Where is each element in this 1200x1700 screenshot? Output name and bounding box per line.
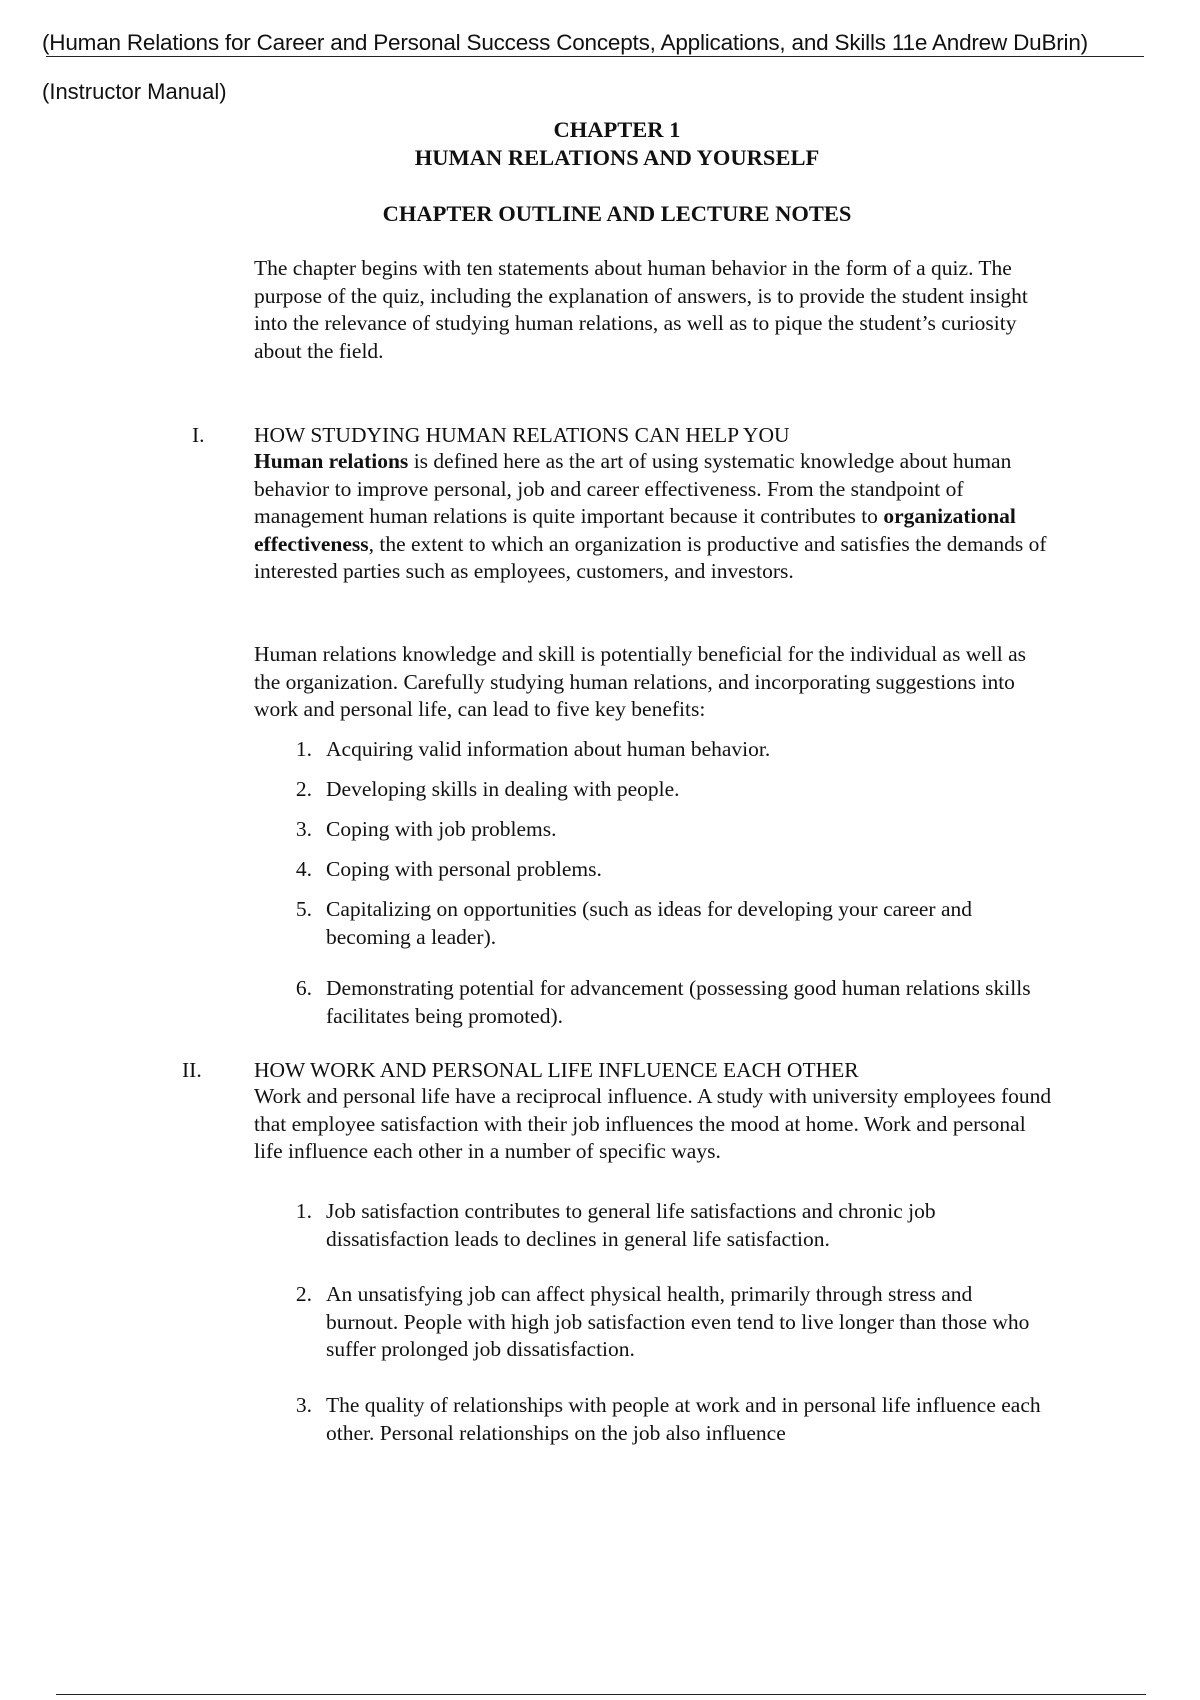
- list-item-number: 4.: [295, 857, 312, 881]
- section-2-numeral: II.: [182, 1058, 202, 1082]
- list-item: [288, 1392, 1048, 1447]
- list-item-text: Coping with personal problems.: [326, 857, 602, 881]
- section-1-numeral: I.: [192, 423, 205, 447]
- list-item: [288, 896, 1048, 951]
- list-item: [288, 1281, 1048, 1364]
- list-item-text: Coping with job problems.: [326, 817, 557, 841]
- list-item-number: 1.: [295, 737, 312, 761]
- chapter-title: HUMAN RELATIONS AND YOURSELF: [414, 145, 820, 170]
- list-item: [288, 736, 1048, 764]
- term-organizational-effectiveness: organizational effectiveness: [254, 504, 1016, 556]
- list-item-text: Developing skills in dealing with people.: [326, 777, 680, 801]
- header-rule: [46, 56, 1144, 57]
- manual-subtitle: (Instructor Manual): [42, 79, 227, 104]
- book-title: (Human Relations for Career and Personal Success Concepts, Applications, and Skills 11e Andrew DuBrin): [42, 30, 1088, 55]
- list-item: [288, 975, 1048, 1030]
- section-1-heading: HOW STUDYING HUMAN RELATIONS CAN HELP YOU: [254, 423, 790, 447]
- term-human-relations: Human relations: [254, 449, 409, 473]
- list-item-number: 5.: [295, 897, 312, 921]
- section-1-paragraph-2: Human relations knowledge and skill is potentially beneficial for the individual as well as the organization. Carefully studying human relations, and incorporating suggestions into work and personal life, can lead to five key benefits:: [254, 642, 1027, 721]
- list-item-text: Demonstrating potential for advancement (possessing good human relations skills facilitates being promoted).: [326, 976, 1031, 1028]
- section-1-paragraph: [254, 448, 1054, 586]
- list-item-text: The quality of relationships with people at work and in personal life influence each other. Personal relationships on the job also influence: [326, 1393, 1041, 1445]
- section-1-text-a: is defined here as the art of using systematic knowledge about human behavior to improve personal, job and career effectiveness. From the standpoint of management human relations is quite important because it contributes to: [254, 449, 1012, 528]
- section-1-text-b: , the extent to which an organization is productive and satisfies the demands of interested parties such as employees, customers, and investors.: [254, 531, 1047, 583]
- chapter-number: CHAPTER 1: [553, 117, 681, 142]
- list-item-number: 1.: [295, 1199, 312, 1223]
- list-item-number: 2.: [295, 777, 312, 801]
- list-item-text: Capitalizing on opportunities (such as ideas for developing your career and becoming a leader).: [326, 897, 972, 949]
- intro-paragraph: The chapter begins with ten statements about human behavior in the form of a quiz. The purpose of the quiz, including the explanation of answers, is to provide the student insight into the relevance of studying human relations, as well as to pique the student’s curiosity about the field.: [254, 256, 1028, 363]
- footer-rule: [56, 1694, 1146, 1695]
- section-title: CHAPTER OUTLINE AND LECTURE NOTES: [382, 201, 852, 226]
- list-item-text: An unsatisfying job can affect physical health, primarily through stress and burnout. People with high job satisfaction even tend to live longer than those who suffer prolonged job dissatisfaction.: [326, 1282, 1030, 1361]
- list-item-text: Acquiring valid information about human behavior.: [326, 737, 771, 761]
- list-item: [288, 776, 1048, 804]
- section-2-heading: HOW WORK AND PERSONAL LIFE INFLUENCE EACH OTHER: [254, 1058, 859, 1082]
- list-item-number: 3.: [295, 817, 312, 841]
- list-item: [288, 816, 1048, 844]
- list-item-number: 6.: [295, 976, 312, 1000]
- list-item-number: 3.: [295, 1393, 312, 1417]
- list-item-text: Job satisfaction contributes to general life satisfactions and chronic job dissatisfaction leads to declines in general life satisfaction.: [326, 1199, 936, 1251]
- list-item: [288, 856, 1048, 884]
- list-item: [288, 1198, 1048, 1253]
- list-item-number: 2.: [295, 1282, 312, 1306]
- section-2-paragraph: Work and personal life have a reciprocal influence. A study with university employees found that employee satisfaction with their job influences the mood at home. Work and personal life influence each other in a number of specific ways.: [254, 1084, 1052, 1163]
